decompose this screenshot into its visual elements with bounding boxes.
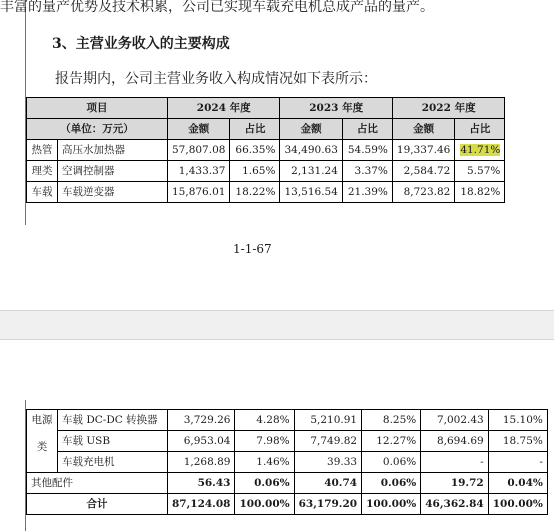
group-label: 热管 bbox=[27, 140, 58, 161]
cell-value: 3,729.26 bbox=[168, 410, 235, 431]
table-row bbox=[27, 182, 505, 203]
header-amount: 金额 bbox=[168, 119, 230, 140]
cell-value: - bbox=[488, 452, 547, 473]
section-title: 3、主营业务收入的主要构成 bbox=[52, 36, 230, 52]
header-ratio: 占比 bbox=[230, 119, 280, 140]
cell-value: 8,694.69 bbox=[421, 431, 488, 452]
cell-value: 7,749.82 bbox=[294, 431, 361, 452]
table-row bbox=[27, 161, 505, 182]
item-label: 车载 DC-DC 转换器 bbox=[58, 410, 168, 431]
cell-value: 1.46% bbox=[235, 452, 294, 473]
header-year-2022: 2022 年度 bbox=[392, 98, 504, 119]
cell-value: 12.27% bbox=[362, 431, 421, 452]
cell-value: 63,179.20 bbox=[294, 494, 361, 515]
intro-text: 报告期内，公司主营业务收入构成情况如下表所示： bbox=[55, 71, 377, 87]
cell-value: 54.59% bbox=[342, 140, 392, 161]
item-label: 车载充电机 bbox=[58, 452, 168, 473]
cell-value: 0.06% bbox=[235, 473, 294, 494]
header-amount: 金额 bbox=[280, 119, 342, 140]
cell-value: 8.25% bbox=[362, 410, 421, 431]
item-label: 高压水加热器 bbox=[58, 140, 168, 161]
item-label: 车载逆变器 bbox=[58, 182, 168, 203]
continuation-text: 丰富的量产优势及技术积累，公司已实现车载充电机总成产品的量产。 bbox=[0, 0, 434, 15]
table-row bbox=[27, 140, 505, 161]
group-label-line: 电源 bbox=[31, 414, 53, 426]
highlighted-cell bbox=[455, 140, 505, 161]
header-unit: （单位：万元） bbox=[27, 119, 168, 140]
cell-value: 100.00% bbox=[235, 494, 294, 515]
header-ratio: 占比 bbox=[455, 119, 505, 140]
cell-value: - bbox=[421, 452, 488, 473]
item-label: 其他配件 bbox=[27, 473, 168, 494]
table-row bbox=[27, 473, 548, 494]
cell-value: 3.37% bbox=[342, 161, 392, 182]
cell-value: 15,876.01 bbox=[168, 182, 230, 203]
document-page-bottom bbox=[0, 340, 554, 531]
total-label: 合计 bbox=[27, 494, 168, 515]
cell-value: 87,124.08 bbox=[168, 494, 235, 515]
table-row-total bbox=[27, 494, 548, 515]
table-row bbox=[27, 452, 548, 473]
header-year-2024: 2024 年度 bbox=[168, 98, 280, 119]
cell-value: 2,584.72 bbox=[392, 161, 454, 182]
cell-value: 66.35% bbox=[230, 140, 280, 161]
cell-value: 40.74 bbox=[294, 473, 361, 494]
highlight-mark: 41.71% bbox=[460, 143, 501, 156]
cell-value: 0.06% bbox=[362, 452, 421, 473]
cell-value: 56.43 bbox=[168, 473, 235, 494]
cell-value: 0.04% bbox=[488, 473, 547, 494]
group-label bbox=[27, 410, 58, 473]
cell-value: 4.28% bbox=[235, 410, 294, 431]
cell-value: 6,953.04 bbox=[168, 431, 235, 452]
cell-value: 0.06% bbox=[362, 473, 421, 494]
header-ratio: 占比 bbox=[342, 119, 392, 140]
table-row bbox=[27, 410, 548, 431]
cell-value: 19.72 bbox=[421, 473, 488, 494]
cell-value: 57,807.08 bbox=[168, 140, 230, 161]
table-row bbox=[27, 431, 548, 452]
header-item: 项目 bbox=[27, 98, 168, 119]
cell-value: 1,433.37 bbox=[168, 161, 230, 182]
item-label: 车载 USB bbox=[58, 431, 168, 452]
cell-value: 19,337.46 bbox=[392, 140, 454, 161]
item-label: 空调控制器 bbox=[58, 161, 168, 182]
revenue-table-top bbox=[26, 97, 505, 203]
cell-value: 5.57% bbox=[455, 161, 505, 182]
cell-value: 1.65% bbox=[230, 161, 280, 182]
cell-value: 46,362.84 bbox=[421, 494, 488, 515]
cell-value: 100.00% bbox=[362, 494, 421, 515]
header-year-2023: 2023 年度 bbox=[280, 98, 392, 119]
cell-value: 15.10% bbox=[488, 410, 547, 431]
cell-value: 100.00% bbox=[488, 494, 547, 515]
revenue-table-bottom bbox=[26, 409, 548, 515]
page-separator bbox=[0, 310, 554, 340]
cell-value: 2,131.24 bbox=[280, 161, 342, 182]
page-number: 1-1-67 bbox=[233, 242, 272, 256]
cell-value: 21.39% bbox=[342, 182, 392, 203]
header-amount: 金额 bbox=[392, 119, 454, 140]
cell-value: 1,268.89 bbox=[168, 452, 235, 473]
cell-value: 7.98% bbox=[235, 431, 294, 452]
cell-value: 8,723.82 bbox=[392, 182, 454, 203]
cell-value: 13,516.54 bbox=[280, 182, 342, 203]
cell-value: 18.75% bbox=[488, 431, 547, 452]
cell-value: 34,490.63 bbox=[280, 140, 342, 161]
cell-value: 39.33 bbox=[294, 452, 361, 473]
cell-value: 18.22% bbox=[230, 182, 280, 203]
cell-value: 5,210.91 bbox=[294, 410, 361, 431]
cell-value: 18.82% bbox=[455, 182, 505, 203]
cell-value: 7,002.43 bbox=[421, 410, 488, 431]
group-label: 车载 bbox=[27, 182, 58, 203]
group-label: 理类 bbox=[27, 161, 58, 182]
group-label-line: 类 bbox=[36, 441, 48, 453]
